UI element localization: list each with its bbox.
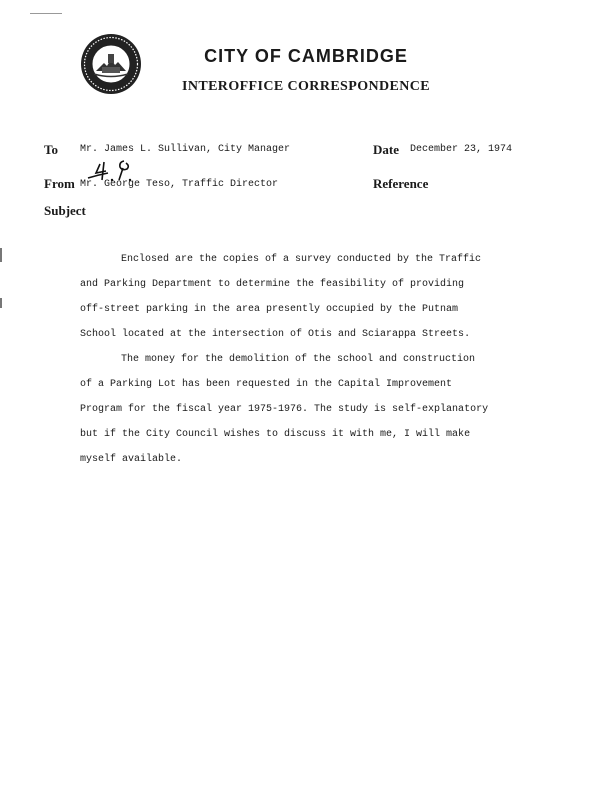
correspondence-title: INTEROFFICE CORRESPONDENCE — [181, 79, 431, 94]
to-label: To — [44, 142, 58, 157]
from-label: From — [44, 176, 75, 191]
to-value: Mr. James L. Sullivan, City Manager — [80, 144, 291, 155]
date-label: Date — [373, 142, 399, 157]
date-value: December 23, 1974 — [410, 144, 513, 155]
scan-mark-left-2 — [0, 298, 2, 308]
subject-label: Subject — [44, 203, 86, 218]
scan-mark-left — [0, 248, 2, 262]
reference-label: Reference — [373, 176, 429, 191]
from-value: Mr. George Teso, Traffic Director — [80, 179, 279, 190]
city-title: CITY OF CAMBRIDGE — [204, 46, 408, 66]
scan-mark-top — [30, 13, 62, 14]
